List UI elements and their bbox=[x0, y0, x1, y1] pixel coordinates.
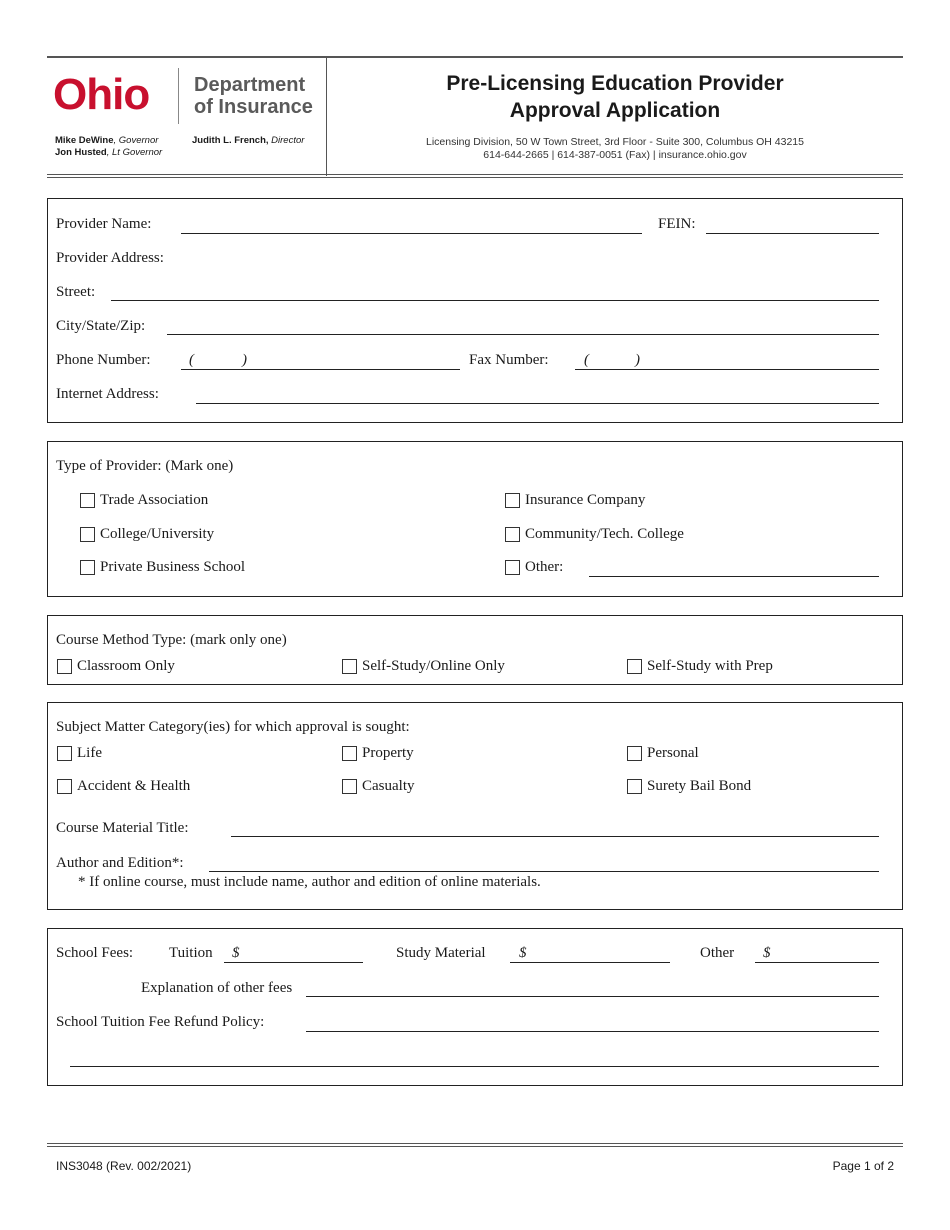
community-tech-college-checkbox[interactable] bbox=[505, 527, 520, 542]
casualty-checkbox[interactable] bbox=[342, 779, 357, 794]
ohio-logo: Ohio bbox=[53, 70, 150, 119]
footer-rule-2 bbox=[47, 1146, 903, 1147]
fax-paren-close: ) bbox=[635, 352, 640, 368]
casualty-label: Casualty bbox=[362, 778, 415, 794]
self-study-prep-checkbox[interactable] bbox=[627, 659, 642, 674]
other-provider-label: Other: bbox=[525, 559, 564, 575]
street-field[interactable] bbox=[111, 300, 879, 301]
insurance-company-label: Insurance Company bbox=[525, 492, 646, 508]
community-tech-college-label: Community/Tech. College bbox=[525, 526, 684, 542]
provider-info-section bbox=[47, 198, 903, 423]
form-title-line-1: Pre-Licensing Education Provider bbox=[446, 72, 784, 95]
refund-policy-field[interactable] bbox=[306, 1031, 879, 1032]
fax-field[interactable] bbox=[575, 369, 879, 370]
other-fee-currency: $ bbox=[763, 945, 771, 961]
phone-label: Phone Number: bbox=[56, 352, 151, 368]
director-title: Director bbox=[268, 135, 305, 146]
surety-bail-bond-checkbox[interactable] bbox=[627, 779, 642, 794]
classroom-only-checkbox[interactable] bbox=[57, 659, 72, 674]
provider-address-label: Provider Address: bbox=[56, 250, 164, 266]
governor-block bbox=[55, 135, 162, 159]
surety-bail-bond-label: Surety Bail Bond bbox=[647, 778, 752, 794]
internet-address-label: Internet Address: bbox=[56, 386, 159, 402]
city-state-zip-label: City/State/Zip: bbox=[56, 318, 146, 334]
contact-line: 614-644-2665 | 614-387-0051 (Fax) | insurance.ohio.gov bbox=[483, 149, 747, 161]
insurance-company-checkbox[interactable] bbox=[505, 493, 520, 508]
tuition-field[interactable] bbox=[224, 962, 363, 963]
author-edition-label: Author and Edition*: bbox=[56, 855, 184, 871]
college-university-label: College/University bbox=[100, 526, 215, 542]
property-label: Property bbox=[362, 745, 414, 761]
explanation-other-fees-field[interactable] bbox=[306, 996, 879, 997]
phone-paren-open: ( bbox=[189, 352, 194, 368]
form-number: INS3048 (Rev. 002/2021) bbox=[56, 1159, 192, 1173]
self-study-online-checkbox[interactable] bbox=[342, 659, 357, 674]
lt-governor-name: Jon Husted bbox=[55, 147, 107, 158]
other-fee-label: Other bbox=[700, 945, 735, 961]
tuition-label: Tuition bbox=[169, 945, 213, 961]
dept-line-1: Department bbox=[194, 74, 306, 96]
provider-name-field[interactable] bbox=[181, 233, 642, 234]
life-label: Life bbox=[77, 745, 102, 761]
fein-label: FEIN: bbox=[658, 216, 696, 232]
footer-rule bbox=[47, 1143, 903, 1144]
city-state-zip-field[interactable] bbox=[167, 334, 879, 335]
contact-info bbox=[327, 136, 903, 162]
form-title-line-2: Approval Application bbox=[509, 99, 721, 122]
trade-association-label: Trade Association bbox=[100, 492, 209, 508]
other-provider-checkbox[interactable] bbox=[505, 560, 520, 575]
self-study-online-label: Self-Study/Online Only bbox=[362, 658, 505, 674]
dept-line-2: of Insurance bbox=[194, 96, 313, 118]
refund-policy-label: School Tuition Fee Refund Policy: bbox=[56, 1014, 265, 1030]
header-bottom-rule bbox=[47, 174, 903, 175]
refund-policy-field-2[interactable] bbox=[70, 1066, 879, 1067]
course-material-title-label: Course Material Title: bbox=[56, 820, 189, 836]
provider-name-label: Provider Name: bbox=[56, 216, 152, 232]
provider-type-heading: Type of Provider: (Mark one) bbox=[56, 458, 234, 474]
property-checkbox[interactable] bbox=[342, 746, 357, 761]
course-material-title-field[interactable] bbox=[231, 836, 879, 837]
other-provider-field[interactable] bbox=[589, 576, 879, 577]
study-material-currency: $ bbox=[519, 945, 527, 961]
governor-title: , Governor bbox=[113, 135, 159, 146]
other-fee-field[interactable] bbox=[755, 962, 879, 963]
private-business-school-checkbox[interactable] bbox=[80, 560, 95, 575]
course-method-heading: Course Method Type: (mark only one) bbox=[56, 632, 287, 648]
phone-field[interactable] bbox=[181, 369, 460, 370]
tuition-currency: $ bbox=[232, 945, 240, 961]
classroom-only-label: Classroom Only bbox=[77, 658, 175, 674]
subject-matter-heading: Subject Matter Category(ies) for which approval is sought: bbox=[56, 719, 410, 735]
director-block bbox=[192, 135, 304, 147]
private-business-school-label: Private Business School bbox=[100, 559, 245, 575]
author-edition-field[interactable] bbox=[209, 871, 879, 872]
street-label: Street: bbox=[56, 284, 96, 300]
internet-address-field[interactable] bbox=[196, 403, 879, 404]
accident-health-label: Accident & Health bbox=[77, 778, 191, 794]
accident-health-checkbox[interactable] bbox=[57, 779, 72, 794]
logo-separator bbox=[178, 68, 179, 124]
college-university-checkbox[interactable] bbox=[80, 527, 95, 542]
online-course-footnote: * If online course, must include name, author and edition of online materials. bbox=[78, 874, 541, 890]
fein-field[interactable] bbox=[706, 233, 879, 234]
school-fees-label: School Fees: bbox=[56, 945, 134, 961]
self-study-prep-label: Self-Study with Prep bbox=[647, 658, 773, 674]
lt-governor-title: , Lt Governor bbox=[106, 147, 163, 158]
life-checkbox[interactable] bbox=[57, 746, 72, 761]
personal-label: Personal bbox=[647, 745, 699, 761]
address-line: Licensing Division, 50 W Town Street, 3rd Floor - Suite 300, Columbus OH 43215 bbox=[426, 136, 804, 148]
header-bottom-rule-2 bbox=[47, 177, 903, 178]
phone-paren-close: ) bbox=[242, 352, 247, 368]
personal-checkbox[interactable] bbox=[627, 746, 642, 761]
study-material-field[interactable] bbox=[510, 962, 670, 963]
fax-paren-open: ( bbox=[584, 352, 589, 368]
fax-label: Fax Number: bbox=[469, 352, 549, 368]
header-top-rule bbox=[47, 56, 903, 58]
governor-name: Mike DeWine bbox=[55, 135, 114, 146]
study-material-label: Study Material bbox=[396, 945, 486, 961]
trade-association-checkbox[interactable] bbox=[80, 493, 95, 508]
form-title bbox=[327, 70, 903, 124]
director-name: Judith L. French, bbox=[192, 135, 269, 146]
page-number: Page 1 of 2 bbox=[832, 1159, 894, 1173]
explanation-other-fees-label: Explanation of other fees bbox=[141, 980, 293, 996]
department-name bbox=[194, 74, 313, 118]
